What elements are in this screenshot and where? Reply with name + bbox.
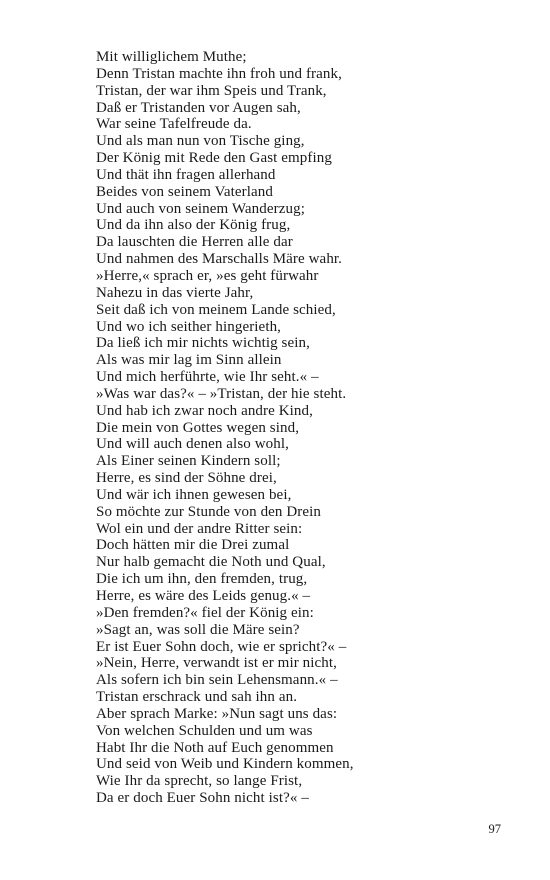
poem-line: Mit williglichem Muthe; <box>96 49 247 65</box>
poem-line: Herre, es sind der Söhne drei, <box>96 470 277 487</box>
poem-line: Aber sprach Marke: »Nun sagt uns das: <box>96 705 338 722</box>
poem-line: Tristan erschrack und sah ihn an. <box>96 689 298 706</box>
poem-line: Als sofern ich bin sein Lehensmann.« – <box>96 672 338 689</box>
poem-line: Habt Ihr die Noth auf Euch genommen <box>96 739 334 756</box>
poem-line: Die ich um ihn, den fremden, trug, <box>96 571 308 588</box>
poem-line: Herre, es wäre des Leids genug.« – <box>96 588 311 604</box>
poem-line: Und nahmen des Marschalls Märe wahr. <box>96 251 343 268</box>
poem-line: Von welchen Schulden und um was <box>96 722 313 739</box>
poem-line: Und thät ihn fragen allerhand <box>96 166 276 183</box>
poem-line: Als was mir lag im Sinn allein <box>96 352 282 369</box>
poem-line: Er ist Euer Sohn doch, wie er spricht?« – <box>96 638 347 655</box>
poem-line: Daß er Tristanden vor Augen sah, <box>96 99 301 116</box>
poem-line: Und auch von seinem Wanderzug; <box>96 200 305 217</box>
poem-line: So möchte zur Stunde von den Drein <box>96 503 322 520</box>
poem-line: Und hab ich zwar noch andre Kind, <box>96 402 313 419</box>
poem-line: »Sagt an, was soll die Märe sein? <box>96 621 300 638</box>
poem-line: Nur halb gemacht die Noth und Qual, <box>96 554 326 571</box>
poem-line: Und wär ich ihnen gewesen bei, <box>96 486 292 503</box>
poem-line: Die mein von Gottes wegen sind, <box>96 419 300 436</box>
poem-line: Als Einer seinen Kindern soll; <box>96 453 281 470</box>
poem-line: Und wo ich seither hingerieth, <box>96 318 282 335</box>
poem-line: »Herre,« sprach er, »es geht fürwahr <box>96 267 319 284</box>
page-number: 97 <box>488 822 501 836</box>
poem-line: Und da ihn also der König frug, <box>96 217 291 234</box>
poem-line: Beides von seinem Vaterland <box>96 183 273 200</box>
poem-line: Da er doch Euer Sohn nicht ist?« – <box>96 790 309 807</box>
poem-line: Denn Tristan machte ihn froh und frank, <box>96 65 342 82</box>
poem-text <box>96 49 516 807</box>
poem-line: Wol ein und der andre Ritter sein: <box>96 520 303 537</box>
poem-line: Nahezu in das vierte Jahr, <box>96 284 254 301</box>
poem-line: »Nein, Herre, verwandt ist er mir nicht, <box>96 655 338 672</box>
poem-line: Und will auch denen also wohl, <box>96 436 289 453</box>
poem-line: Seit daß ich von meinem Lande schied, <box>96 301 336 318</box>
poem-line: Da ließ ich mir nichts wichtig sein, <box>96 335 310 352</box>
poem-line: Und als man nun von Tische ging, <box>96 133 305 150</box>
poem-line: »Den fremden?« fiel der König ein: <box>96 604 314 621</box>
poem-line: Doch hätten mir die Drei zumal <box>96 537 290 554</box>
poem-line: Und seid von Weib und Kindern kommen, <box>96 756 354 773</box>
poem-line: Der König mit Rede den Gast empfing <box>96 150 332 167</box>
poem-line: War seine Tafelfreude da. <box>96 116 252 133</box>
poem-line: Tristan, der war ihm Speis und Trank, <box>96 82 327 99</box>
poem-line: Da lauschten die Herren alle dar <box>96 234 293 251</box>
poem-line: Und mich herführte, wie Ihr seht.« – <box>96 369 319 386</box>
poem-line: »Was war das?« – »Tristan, der hie steht. <box>96 385 347 402</box>
poem-line: Wie Ihr da sprecht, so lange Frist, <box>96 773 303 790</box>
